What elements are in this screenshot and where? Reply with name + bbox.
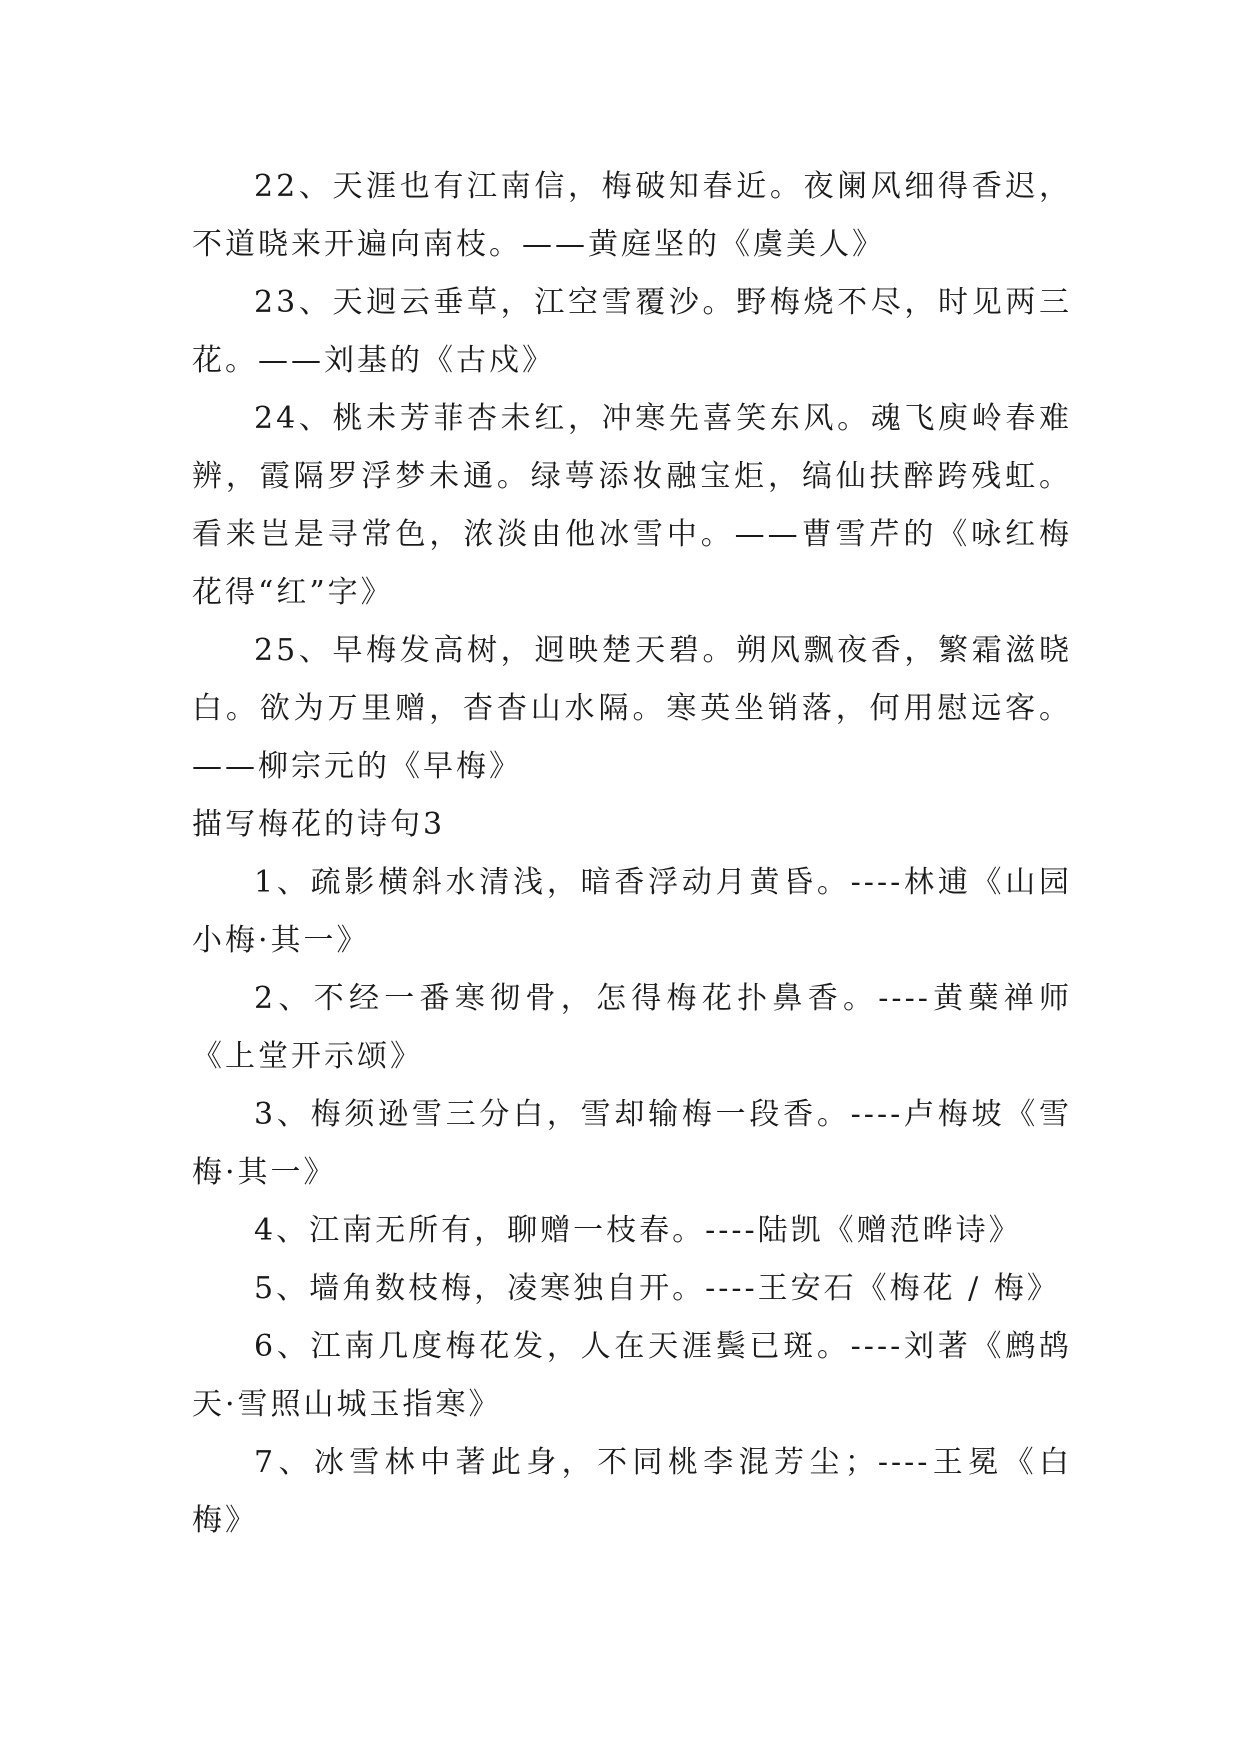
- poem-paragraph: 1、疏影横斜水清浅，暗香浮动月黄昏。----林逋《山园小梅·其一》: [192, 865, 1072, 958]
- poem-paragraph: 4、江南无所有，聊赠一枝春。----陆凯《赠范晔诗》: [254, 1213, 1022, 1248]
- poem-paragraph: 22、天涯也有江南信，梅破知春近。夜阑风细得香迟，不道晓来开遍向南枝。——黄庭坚的《虞美人》: [192, 169, 1072, 262]
- poem-paragraph: 7、冰雪林中著此身，不同桃李混芳尘；----王冕《白梅》: [192, 1445, 1072, 1538]
- poem-paragraph: 24、桃未芳菲杏未红，冲寒先喜笑东风。魂飞庾岭春难辨，霞隔罗浮梦未通。绿萼添妆融宝炬，缟仙扶醉跨残虹。看来岂是寻常色，浓淡由他冰雪中。——曹雪芹的《咏红梅花得“红”字》: [192, 401, 1072, 610]
- poem-paragraph: 25、早梅发高树，迥映楚天碧。朔风飘夜香，繁霜滋晓白。欲为万里赠，杳杳山水隔。寒英坐销落，何用慰远客。——柳宗元的《早梅》: [192, 633, 1072, 784]
- poem-paragraph: 2、不经一番寒彻骨，怎得梅花扑鼻香。----黄蘖禅师《上堂开示颂》: [192, 981, 1072, 1074]
- poem-paragraph: 5、墙角数枝梅，凌寒独自开。----王安石《梅花 / 梅》: [254, 1271, 1060, 1306]
- section-heading: 描写梅花的诗句3: [192, 807, 446, 842]
- poem-paragraph: 3、梅须逊雪三分白，雪却输梅一段香。----卢梅坡《雪梅·其一》: [192, 1097, 1072, 1190]
- poem-paragraph: 23、天迥云垂草，江空雪覆沙。野梅烧不尽，时见两三花。——刘基的《古戍》: [192, 285, 1072, 378]
- poem-paragraph: 6、江南几度梅花发，人在天涯鬓已斑。----刘著《鹧鸪天·雪照山城玉指寒》: [192, 1329, 1072, 1422]
- document-body: [192, 158, 1072, 1550]
